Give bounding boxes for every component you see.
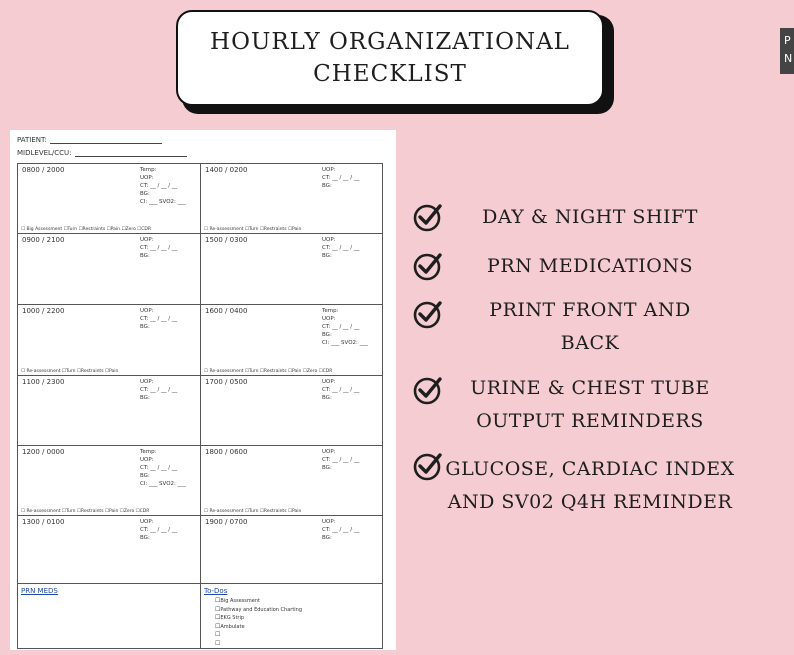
vitals-field: UOP: — [140, 519, 154, 525]
vitals-field: BG: — [322, 183, 332, 189]
time-block — [201, 446, 382, 516]
vitals-field: BG: — [322, 332, 332, 338]
vitals-field: BG: — [140, 253, 150, 259]
vitals-field: BG: — [322, 253, 332, 259]
checklist-grid — [17, 163, 383, 649]
vitals-fields — [322, 166, 359, 190]
checklist-sheet-preview — [10, 130, 396, 650]
vitals-field: UOP: — [140, 175, 154, 181]
vitals-field: UOP: — [140, 308, 154, 314]
title-line-1: HOURLY ORGANIZATIONAL — [210, 29, 570, 55]
vitals-field: CI: ___ SVO2: ___ — [140, 199, 186, 205]
title-card — [176, 10, 604, 106]
vitals-field: BG: — [140, 324, 150, 330]
time-label: 1900 / 0700 — [205, 518, 248, 526]
vitals-field: CT: __ / __ / __ — [322, 324, 360, 330]
vitals-field: CT: __ / __ / __ — [322, 527, 360, 533]
assessment-checkboxes: ☐ Big Assessment ☐Turn ☐Restraints ☐Pain ☐Zero ☐CDR — [21, 227, 152, 232]
todo-item: ☐ Ambulate — [215, 623, 302, 632]
vitals-fields — [140, 448, 186, 488]
prn-meds-label: PRN MEDS — [21, 587, 58, 595]
time-block — [18, 376, 201, 446]
corner-tab-line-1: P — [784, 34, 791, 47]
time-block — [201, 516, 382, 584]
vitals-field: CT: __ / __ / __ — [322, 387, 360, 393]
time-label: 1500 / 0300 — [205, 236, 248, 244]
check-icon — [412, 450, 444, 482]
todo-item: ☐ EKG Strip — [215, 614, 302, 623]
time-label: 1000 / 2200 — [22, 307, 65, 315]
assessment-checkboxes: ☐ Re-assessment ☐Turn ☐Restraints ☐Pain ☐Zero ☐CDR — [21, 509, 150, 514]
vitals-field: CT: __ / __ / __ — [140, 465, 178, 471]
feature-text: URINE & CHEST TUBE — [470, 377, 710, 399]
vitals-field: BG: — [140, 535, 150, 541]
feature-text: GLUCOSE, CARDIAC INDEX — [445, 458, 735, 480]
assessment-checkboxes: ☐ Re-assessment ☐Turn ☐Restraints ☐Pain — [21, 369, 119, 374]
time-block — [18, 234, 201, 305]
time-label: 1600 / 0400 — [205, 307, 248, 315]
feature-text: AND SV02 Q4H REMINDER — [447, 491, 733, 513]
check-icon — [412, 250, 444, 282]
vitals-field: BG: — [322, 465, 332, 471]
time-label: 1700 / 0500 — [205, 378, 248, 386]
time-label: 0900 / 2100 — [22, 236, 65, 244]
vitals-field: BG: — [140, 473, 150, 479]
time-block — [18, 516, 201, 584]
vitals-fields — [140, 378, 177, 402]
time-block — [201, 164, 382, 234]
vitals-fields — [322, 307, 368, 347]
time-block — [201, 305, 382, 376]
vitals-field: CT: __ / __ / __ — [322, 175, 360, 181]
vitals-field: BG: — [140, 395, 150, 401]
vitals-field: CI: ___ SVO2: ___ — [322, 340, 368, 346]
corner-tab-line-2: N — [784, 52, 793, 65]
vitals-field: BG: — [322, 395, 332, 401]
vitals-field: UOP: — [140, 379, 154, 385]
vitals-field: CT: __ / __ / __ — [140, 183, 178, 189]
vitals-field: BG: — [140, 191, 150, 197]
time-label: 0800 / 2000 — [22, 166, 65, 174]
todo-list — [215, 597, 302, 648]
time-label: 1100 / 2300 — [22, 378, 65, 386]
vitals-field: CT: __ / __ / __ — [140, 316, 178, 322]
vitals-field: UOP: — [322, 167, 336, 173]
feature-text: PRINT FRONT AND — [489, 299, 691, 321]
feature-text: OUTPUT REMINDERS — [476, 410, 704, 432]
vitals-field: CI: ___ SVO2: ___ — [140, 481, 186, 487]
check-icon — [412, 374, 444, 406]
todo-item — [215, 640, 302, 649]
vitals-field: Temp: — [140, 167, 157, 173]
vitals-field: UOP: — [322, 449, 336, 455]
vitals-field: UOP: — [322, 379, 336, 385]
vitals-field: UOP: — [322, 237, 336, 243]
vitals-field: Temp: — [322, 308, 339, 314]
vitals-field: CT: __ / __ / __ — [322, 457, 360, 463]
todos-label: To-Dos — [204, 587, 228, 595]
title-line-2: CHECKLIST — [313, 61, 467, 87]
vitals-fields — [322, 448, 359, 472]
check-icon — [412, 201, 444, 233]
vitals-field: UOP: — [140, 237, 154, 243]
time-label: 1300 / 0100 — [22, 518, 65, 526]
time-block — [18, 164, 201, 234]
midlevel-row — [17, 149, 187, 157]
vitals-fields — [140, 518, 177, 542]
assessment-checkboxes: ☐ Re-assessment ☐Turn ☐Restraints ☐Pain — [204, 509, 302, 514]
check-icon — [412, 298, 444, 330]
vitals-fields — [322, 236, 359, 260]
feature-text: DAY & NIGHT SHIFT — [482, 206, 698, 228]
feature-text: BACK — [560, 332, 620, 354]
vitals-fields — [140, 307, 177, 331]
todos-block — [201, 584, 382, 649]
todo-item: ☐ Big Assessment — [215, 597, 302, 606]
vitals-fields — [322, 518, 359, 542]
corner-tab[interactable] — [780, 28, 794, 74]
vitals-field: UOP: — [140, 457, 154, 463]
patient-label: PATIENT: — [17, 136, 47, 144]
patient-row — [17, 136, 162, 144]
feature-text: PRN MEDICATIONS — [487, 255, 693, 277]
time-label: 1800 / 0600 — [205, 448, 248, 456]
assessment-checkboxes: ☐ Re-assessment ☐Turn ☐Restraints ☐Pain — [204, 227, 302, 232]
vitals-field: CT: __ / __ / __ — [140, 245, 178, 251]
time-block — [18, 446, 201, 516]
vitals-field: Temp: — [140, 449, 157, 455]
midlevel-label: MIDLEVEL/CCU: — [17, 149, 72, 157]
time-block — [18, 305, 201, 376]
vitals-field: CT: __ / __ / __ — [140, 527, 178, 533]
vitals-fields — [140, 236, 177, 260]
time-block — [201, 376, 382, 446]
vitals-fields — [322, 378, 359, 402]
vitals-field: BG: — [322, 535, 332, 541]
vitals-fields — [140, 166, 186, 206]
time-block — [201, 234, 382, 305]
time-label: 1200 / 0000 — [22, 448, 65, 456]
vitals-field: CT: __ / __ / __ — [140, 387, 178, 393]
prn-meds-block — [18, 584, 201, 649]
vitals-field: CT: __ / __ / __ — [322, 245, 360, 251]
assessment-checkboxes: ☐ Re-assessment ☐Turn ☐Restraints ☐Pain ☐Zero ☐CDR — [204, 369, 333, 374]
vitals-field: UOP: — [322, 519, 336, 525]
todo-item — [215, 631, 302, 640]
time-label: 1400 / 0200 — [205, 166, 248, 174]
vitals-field: UOP: — [322, 316, 336, 322]
todo-item: ☐ Pathway and Education Charting — [215, 606, 302, 615]
